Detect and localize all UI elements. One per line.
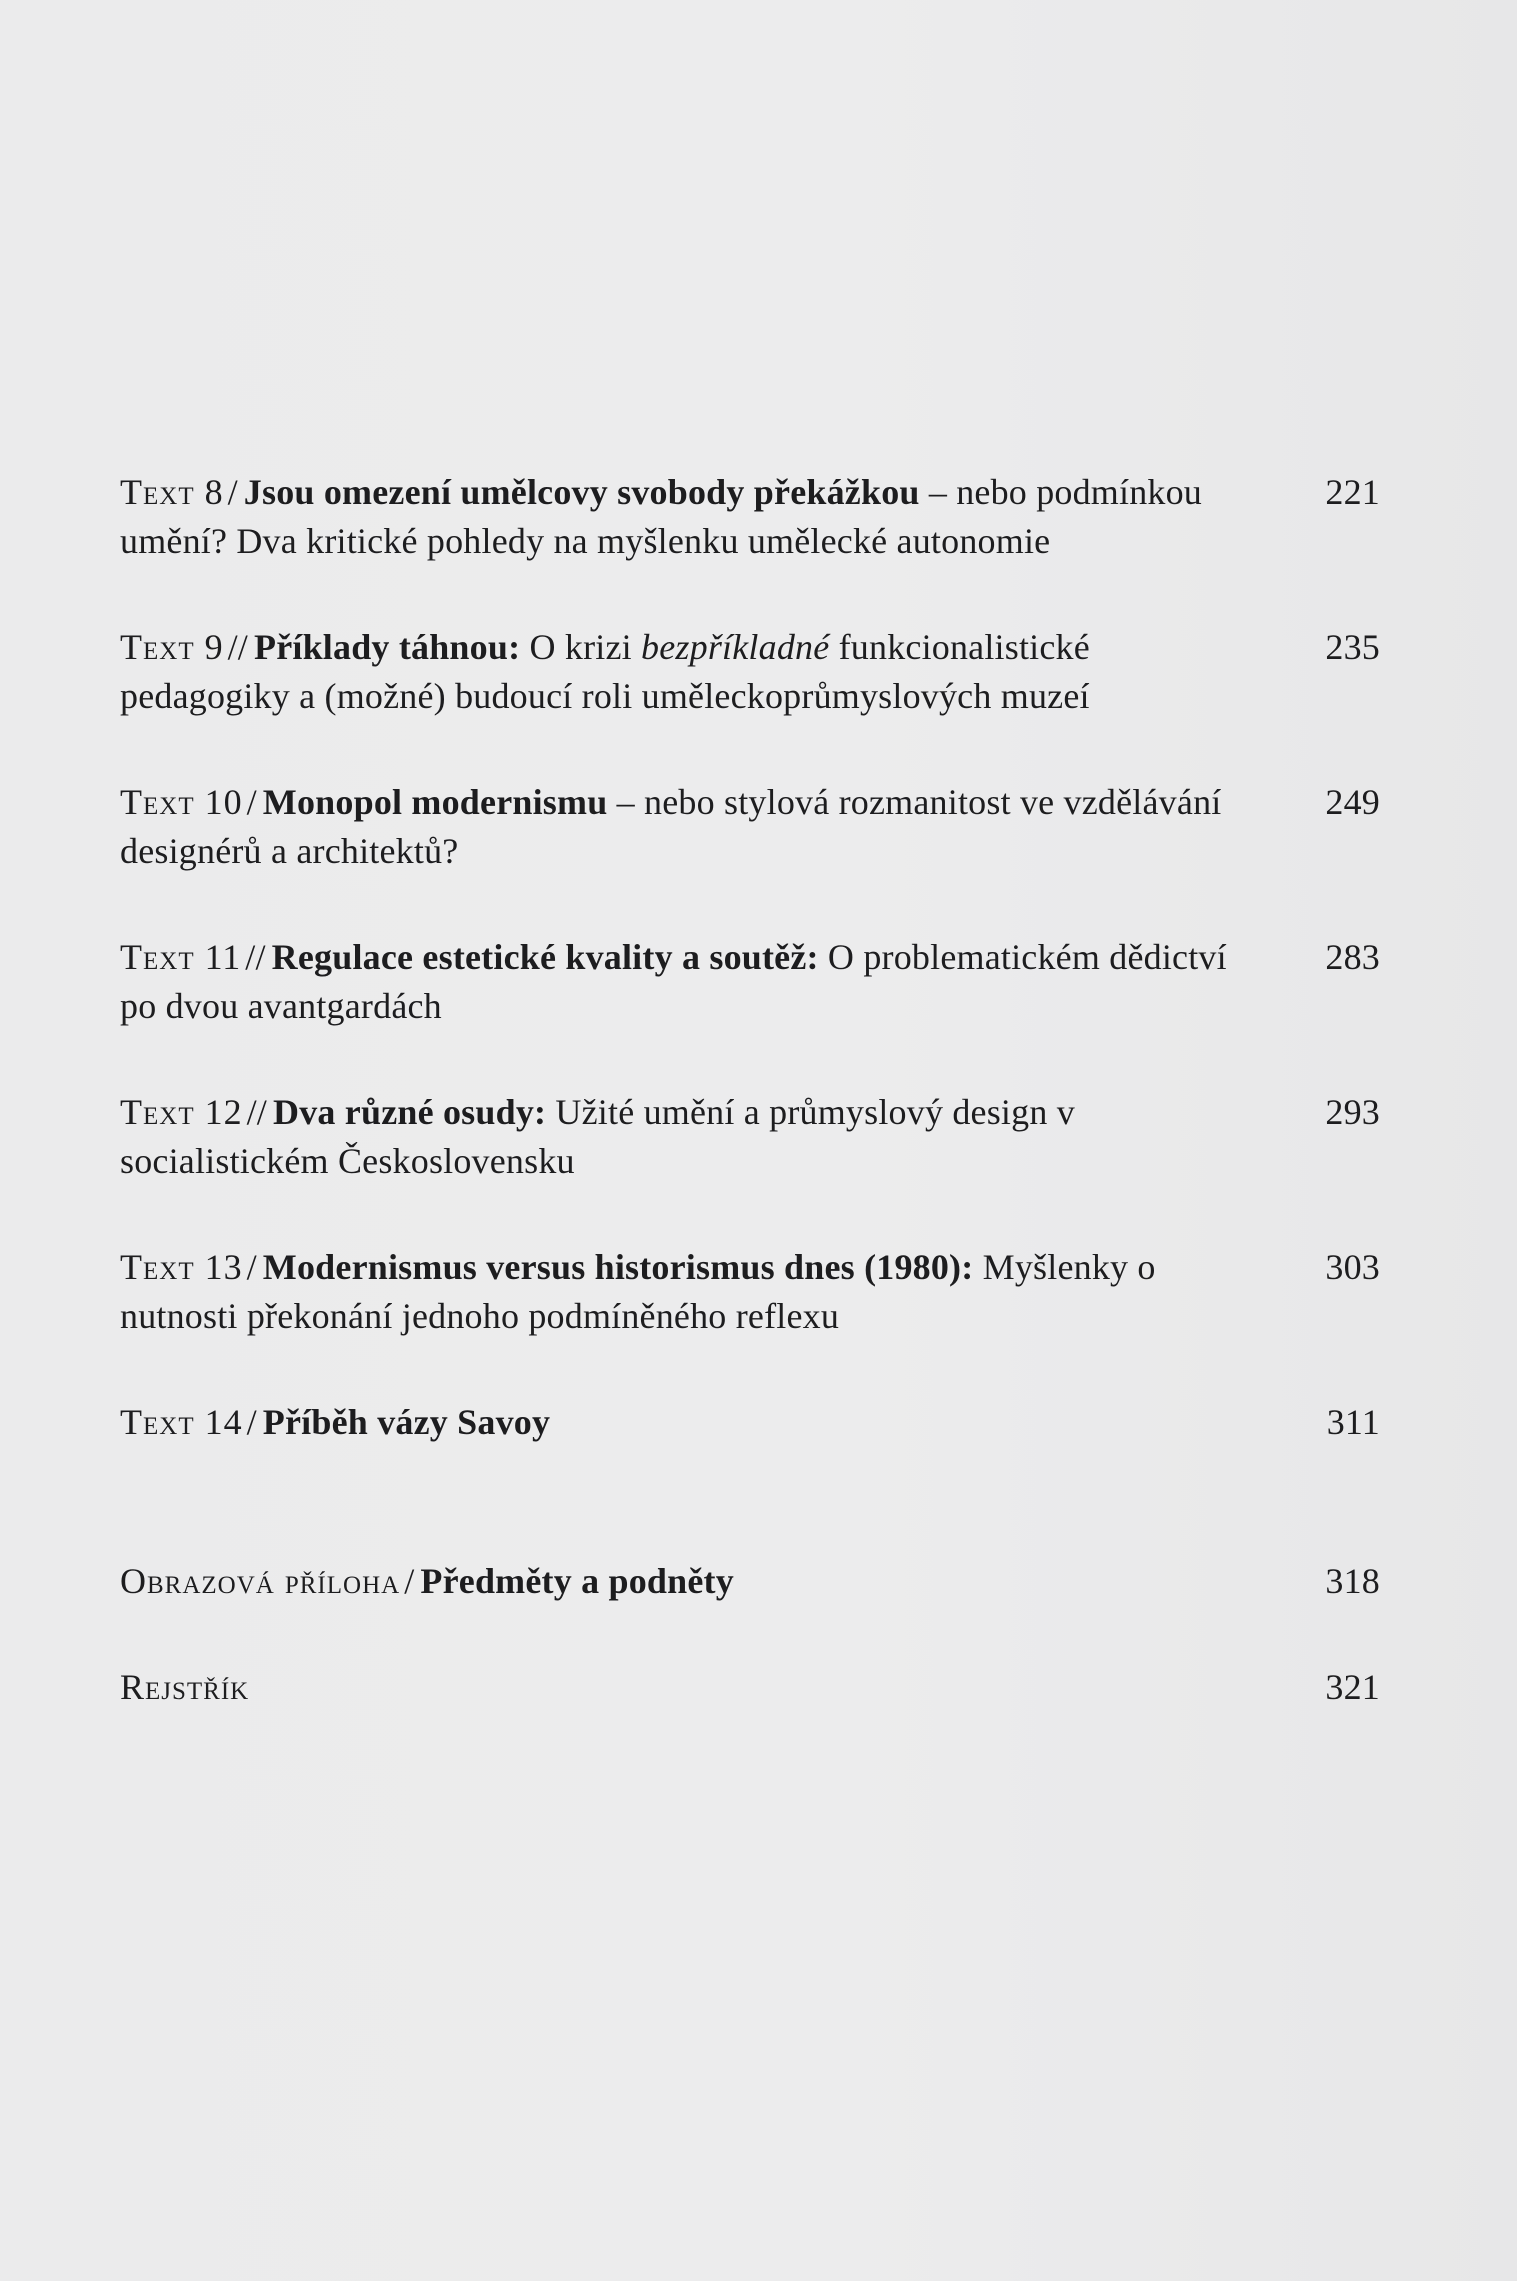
toc-entry-body bbox=[120, 933, 1245, 1031]
toc-entry-subtitle-start: O krizi bbox=[520, 627, 642, 667]
toc-entry-title: Jsou omezení umělcovy svobody překážkou bbox=[243, 472, 920, 512]
toc-entry-separator: // bbox=[246, 1092, 267, 1132]
toc-entry-picture-appendix bbox=[120, 1557, 1380, 1606]
toc-entry-separator: / bbox=[227, 472, 238, 512]
toc-entry-label: Obrazová příloha bbox=[120, 1561, 401, 1601]
toc-entry-label: Rejstřík bbox=[120, 1667, 250, 1707]
toc-entry-label: Text 9 bbox=[120, 627, 224, 667]
toc-entry-separator: // bbox=[245, 937, 266, 977]
toc-entry-text-12 bbox=[120, 1088, 1380, 1186]
toc-entry-text-13 bbox=[120, 1243, 1380, 1341]
toc-entry-separator: / bbox=[246, 782, 257, 822]
toc-entry-text-9 bbox=[120, 623, 1380, 721]
toc-entry-page-number: 303 bbox=[1325, 1247, 1380, 1287]
toc-entry-subtitle: – nebo stylová rozmanitost ve vzdělávání designérů a architektů? bbox=[120, 782, 1222, 871]
toc-entry-subtitle: Myšlenky o nutnosti překonání jednoho podmíněného reflexu bbox=[120, 1247, 1156, 1336]
toc-entry-body bbox=[120, 1557, 1245, 1606]
toc-entry-text-8 bbox=[120, 468, 1380, 566]
toc-entry-subtitle: – nebo podmínkou umění? Dva kritické pohledy na myšlenku umělecké autonomie bbox=[120, 472, 1203, 561]
toc-entry-page-number: 235 bbox=[1325, 627, 1380, 667]
toc-entry-page-number: 283 bbox=[1325, 937, 1380, 977]
toc-entry-body bbox=[120, 468, 1245, 566]
toc-entry-title: Modernismus versus historismus dnes (1980): bbox=[262, 1247, 974, 1287]
toc-entry-separator: / bbox=[246, 1247, 257, 1287]
toc-entry-title: Příběh vázy Savoy bbox=[262, 1402, 551, 1442]
table-of-contents bbox=[120, 468, 1380, 1712]
toc-entry-separator: // bbox=[227, 627, 248, 667]
toc-entry-body bbox=[120, 1243, 1245, 1341]
toc-entry-title: Příklady táhnou: bbox=[254, 627, 521, 667]
toc-entry-page-number: 318 bbox=[1325, 1561, 1380, 1601]
toc-entry-title: Monopol modernismu bbox=[262, 782, 608, 822]
toc-entry-body bbox=[120, 1398, 1245, 1447]
toc-entry-page-number: 221 bbox=[1325, 472, 1380, 512]
toc-entry-index bbox=[120, 1663, 1380, 1712]
toc-entry-page-number: 293 bbox=[1325, 1092, 1380, 1132]
toc-entry-text-11 bbox=[120, 933, 1380, 1031]
toc-entry-title: Dva různé osudy: bbox=[273, 1092, 547, 1132]
toc-entry-page-number: 249 bbox=[1325, 782, 1380, 822]
toc-entry-subtitle: O problematickém dědictví po dvou avantgardách bbox=[120, 937, 1227, 1026]
toc-entry-body bbox=[120, 1663, 1245, 1712]
toc-entry-label: Text 10 bbox=[120, 782, 243, 822]
toc-entry-title: Předměty a podněty bbox=[420, 1561, 734, 1601]
toc-entry-subtitle-end: funkcionalistické pedagogiky a (možné) budoucí roli uměleckoprůmyslových muzeí bbox=[120, 627, 1090, 716]
toc-entry-subtitle: Užité umění a průmyslový design v socialistickém Československu bbox=[120, 1092, 1075, 1181]
toc-entry-body bbox=[120, 778, 1245, 876]
toc-entry-page-number: 321 bbox=[1325, 1667, 1380, 1707]
toc-entry-page-number: 311 bbox=[1326, 1402, 1380, 1442]
toc-entry-separator: / bbox=[246, 1402, 257, 1442]
toc-entry-text-14 bbox=[120, 1398, 1380, 1447]
toc-entry-label: Text 11 bbox=[120, 937, 242, 977]
toc-entry-subtitle-italic: bezpříkladné bbox=[641, 627, 830, 667]
toc-entry-body bbox=[120, 1088, 1245, 1186]
toc-entry-text-10 bbox=[120, 778, 1380, 876]
toc-entry-label: Text 12 bbox=[120, 1092, 243, 1132]
toc-entry-title: Regulace estetické kvality a soutěž: bbox=[271, 937, 819, 977]
toc-entry-label: Text 14 bbox=[120, 1402, 243, 1442]
toc-entry-separator: / bbox=[404, 1561, 415, 1601]
toc-entry-label: Text 8 bbox=[120, 472, 224, 512]
toc-entry-label: Text 13 bbox=[120, 1247, 243, 1287]
toc-entry-body bbox=[120, 623, 1245, 721]
